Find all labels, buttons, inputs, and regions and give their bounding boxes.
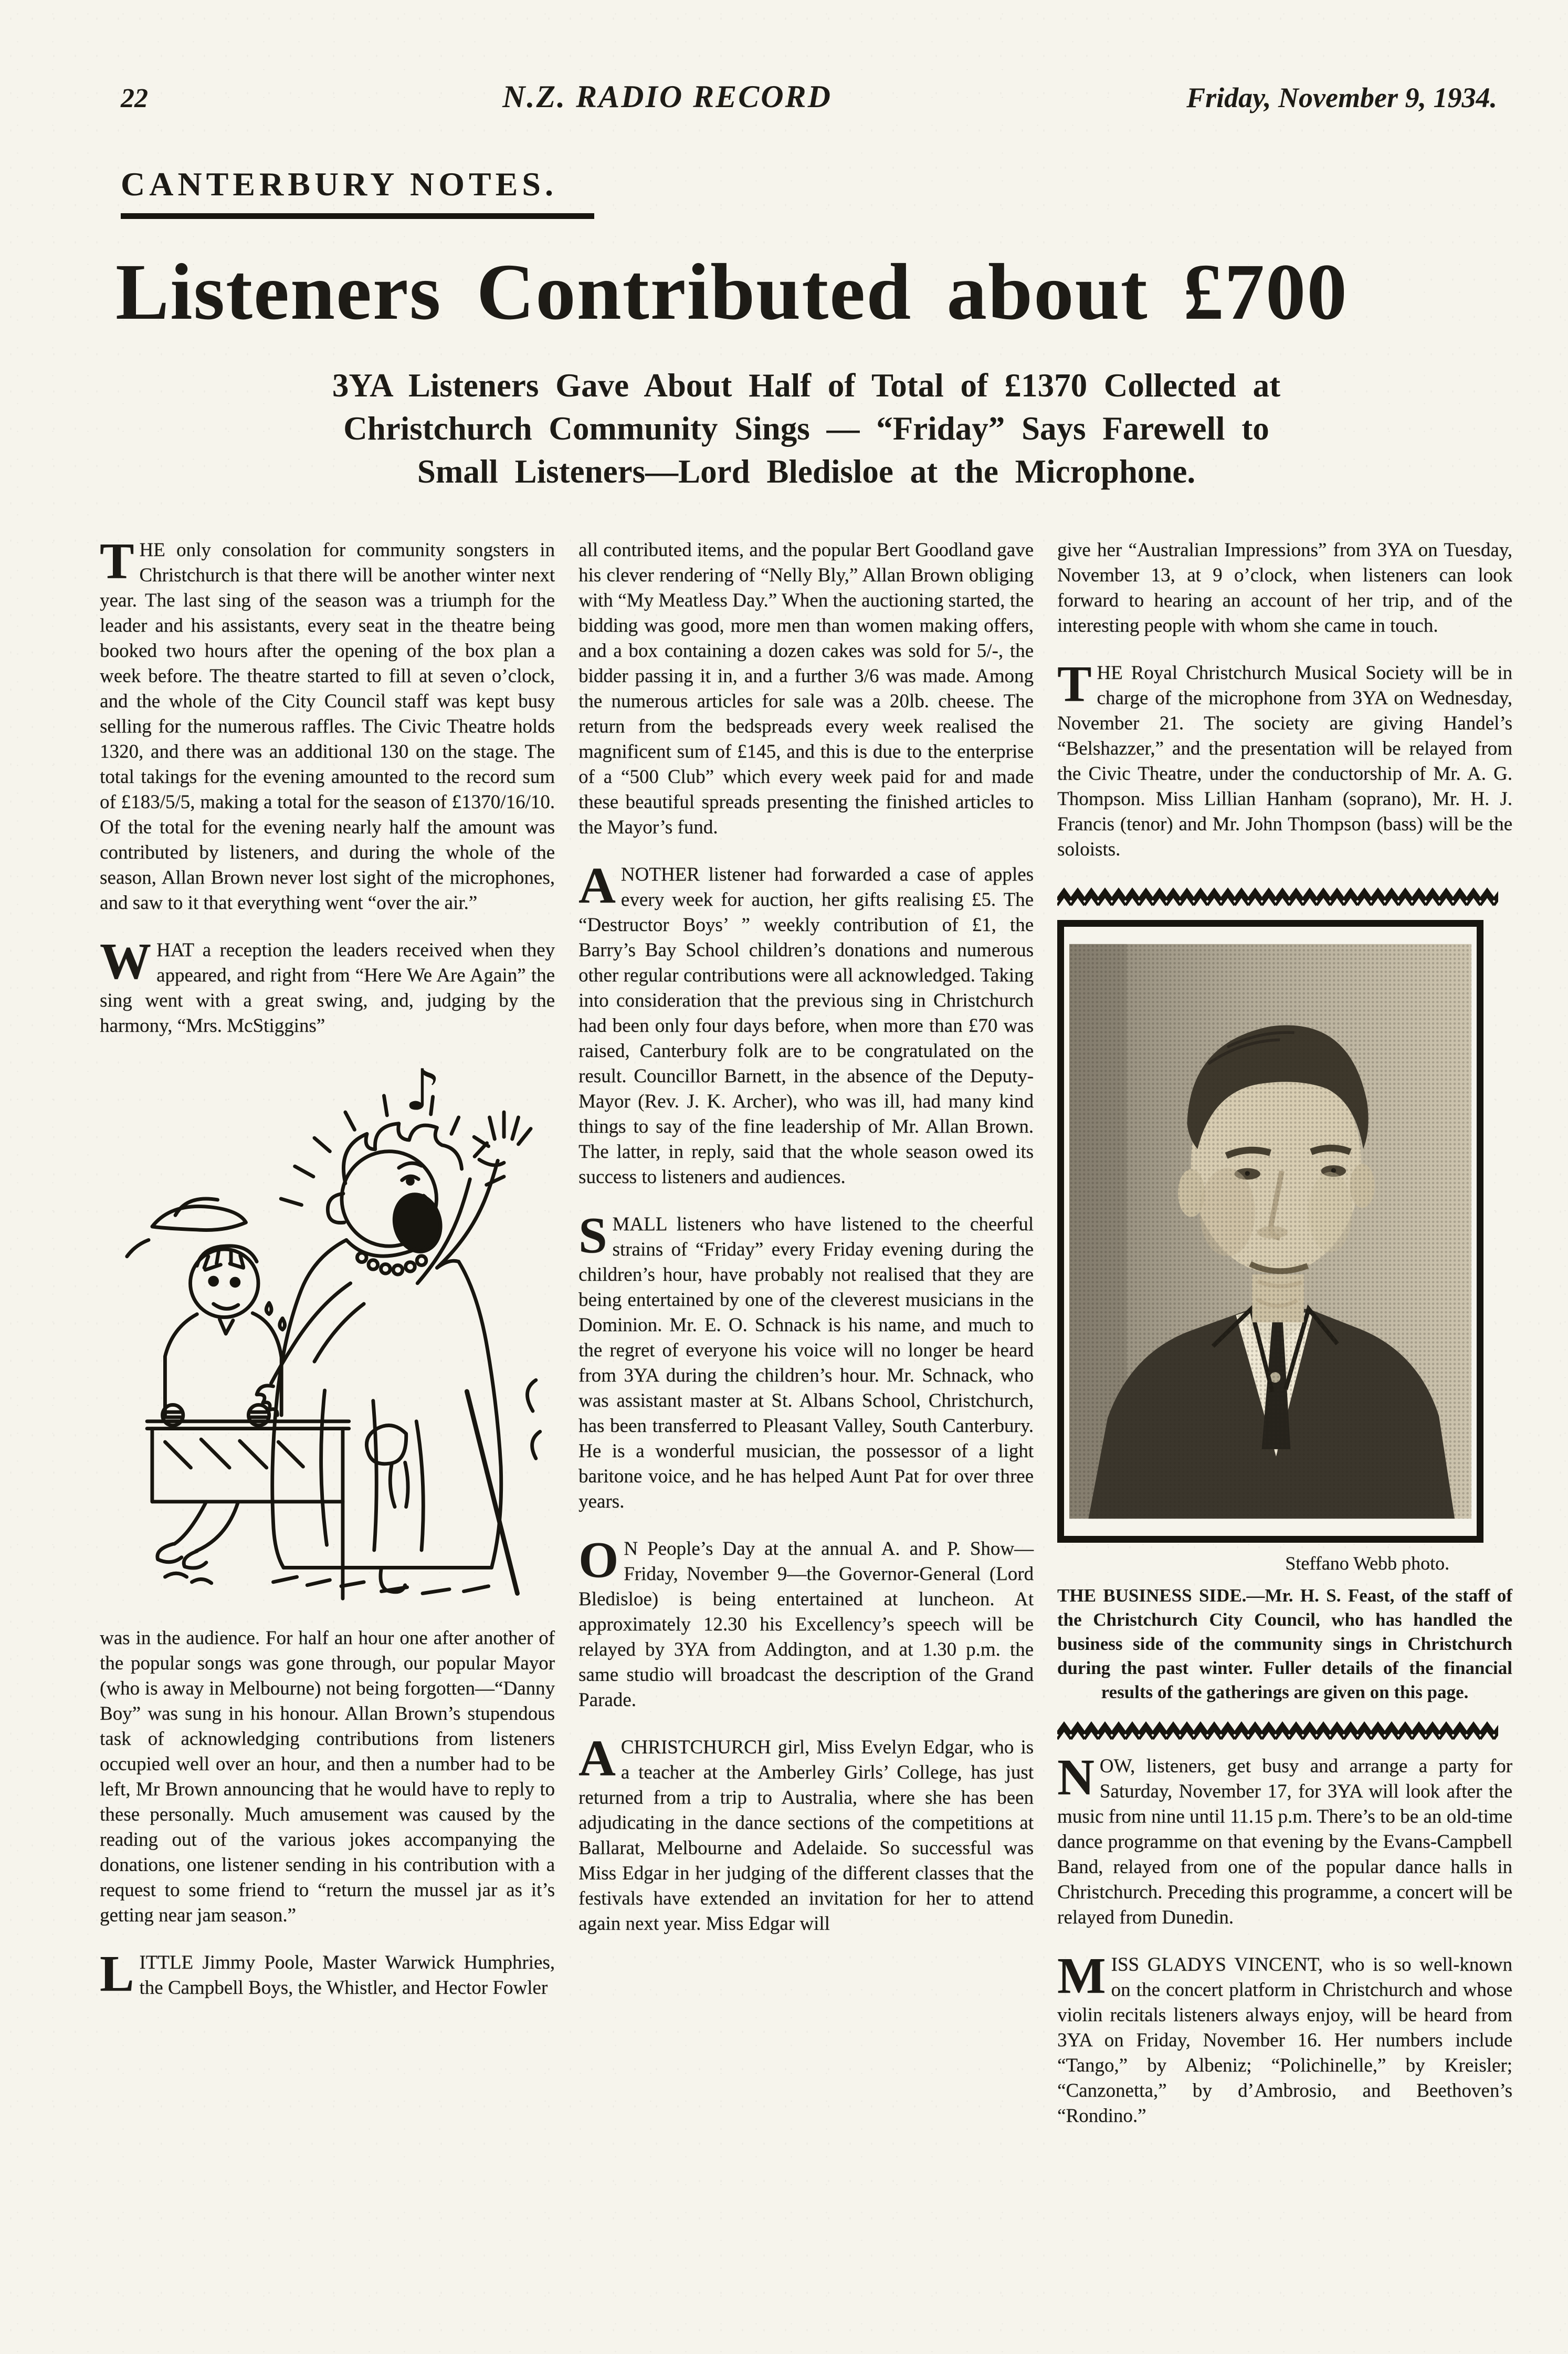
dropcap: L — [100, 1945, 134, 2002]
sub-headline-line: Christchurch Community Sings — “Friday” Says Farewell to — [343, 410, 1269, 447]
paragraph — [578, 1730, 1034, 1937]
paragraph-text: OW, listeners, get busy and arrange a party for Saturday, November 17, for 3YA will look after the music from nine until 11.15 p.m. There’s to be an old-time dance programme on that evening by the Evans-Campbell Band, relayed from one of the popular dance halls in Christchurch. Preceding this programme, a concert will be relayed from Dunedin. — [1057, 1755, 1512, 1928]
paragraph-text: HAT a reception the leaders received when they appeared, and right from “Here We Are Again” the sing went with a great swing, and, judging by the harmony, “Mrs. McStiggins” — [100, 939, 555, 1037]
paragraph-text: all contributed items, and the popular Bert Goodland gave his clever rendering of “Nelly Bly,” Allan Brown obliging with “My Meatless Day.” When the auctioning started, the bidding was good, more men than women making offers, and a box containing a dozen cakes was sold for 5/-, the bidder passing it in, and a further 3/6 was made. Among the numerous articles for sale was a 20lb. cheese. The return from the bedspreads every week realised the magnificent sum of £145, and this is due to the enterprise of a “500 Club” which every week paid for and made these beautiful spreads presenting the finished articles to the Mayor’s fund. — [578, 539, 1034, 838]
paragraph-text: was in the audience. For half an hour one after another of the popular songs was gone through, our popular Mayor (who is away in Melbourne) not being forgotten—“Danny Boy” was sung in his honour. Allan Brown’s stupendous task of acknowledging contributions from listeners occupied well over an hour, and then a number had to be left, Mr Brown announcing that he would have to reply to these personally. Much amusement was caused by the reading out of the various jokes accompanying the donations, one listener sending in his contribution with a request to some friend to “return the mussel jar as it’s getting near jam season.” — [100, 1627, 555, 1926]
paragraph — [578, 857, 1034, 1190]
paragraph — [1057, 538, 1512, 639]
column-2 — [578, 538, 1034, 2151]
issue-date: Friday, November 9, 1934. — [1186, 82, 1497, 113]
cartoon-illustration — [100, 1061, 555, 1607]
portrait-photo-image — [1069, 932, 1471, 1531]
paragraph-text: MALL listeners who have listened to the cheerful strains of “Friday” every Friday evening during the children’s hour, have probably not realised that they are being entertained by one of the cleverest musicians in the Dominion. Mr. E. O. Schnack is his name, and much to the regret of everyone his voice will no longer be heard from 3YA during the children’s hour. Mr. Schnack, who was assistant master at St. Albans School, Christchurch, has been transferred to Pleasant Valley, South Canterbury. He is a wonderful musician, the possessor of a light baritone voice, and he has helped Aunt Pat for over three years. — [578, 1213, 1034, 1512]
paragraph — [578, 1207, 1034, 1514]
paragraph-text: give her “Australian Impressions” from 3YA on Tuesday, November 13, at 9 o’clock, when listeners can look forward to hearing an account of her trip, and of the interesting people with whom she came in touch. — [1057, 539, 1512, 636]
paragraph — [578, 538, 1034, 840]
portrait-photo — [1057, 920, 1483, 1543]
article-columns — [100, 532, 1513, 2151]
paragraph — [100, 532, 555, 916]
paragraph-text: HE Royal Christchurch Musical Society will be in charge of the microphone from 3YA on Wednesday, November 21. The society are giving Handel’s “Belshazzer,” and the presentation will be relayed from the Civic Theatre, under the conductorship of Mr. A. G. Thompson. Miss Lillian Hanham (soprano), Mr. H. J. Francis (tenor) and Mr. John Thompson (bass) will be the soloists. — [1057, 662, 1512, 860]
page-number: 22 — [121, 83, 148, 113]
paragraph — [1057, 1947, 1512, 2129]
paragraph — [100, 1945, 555, 2002]
dropcap: A — [578, 857, 616, 914]
paragraph — [1057, 655, 1512, 862]
zigzag-divider — [1057, 1718, 1498, 1740]
paragraph-text: ITTLE Jimmy Poole, Master Warwick Humphries, the Campbell Boys, the Whistler, and Hector Fowler — [139, 1951, 555, 1999]
sub-headline — [134, 364, 1478, 493]
dropcap: N — [1057, 1749, 1095, 1806]
dropcap: O — [578, 1531, 619, 1588]
photo-caption: THE BUSINESS SIDE.—Mr. H. S. Feast, of the staff of the Christchurch City Council, who has handled the business side of the community sings in Christchurch during the past winter. Fuller details of the financial results of the gatherings are given on this page. — [1057, 1585, 1512, 1702]
dropcap: T — [1057, 655, 1092, 713]
paragraph — [100, 933, 555, 1039]
paragraph — [1057, 1749, 1512, 1930]
paragraph-text: N People’s Day at the annual A. and P. Show—Friday, November 9—the Governor-General (Lord Bledisloe) is being entertained at luncheon. At approximately 12.30 his Excellency’s speech will be relayed by 3YA from Addington, and at 1.30 p.m. the same studio will broadcast the description of the Grand Parade. — [578, 1537, 1034, 1711]
music-note-icon: ♪ — [404, 1060, 441, 1123]
page-header — [100, 79, 1513, 115]
sub-headline-line: 3YA Listeners Gave About Half of Total of £1370 Collected at — [332, 367, 1281, 404]
photo-credit: Steffano Webb photo. — [1285, 1552, 1449, 1574]
dropcap: A — [578, 1730, 616, 1787]
column-1 — [100, 532, 555, 2151]
paragraph-text: ISS GLADYS VINCENT, who is so well-known on the concert platform in Christchurch and whose violin recitals listeners always enjoy, will be heard from 3YA on Friday, November 16. Her numbers include “Tango,” by Albeniz; “Polichinelle,” by Kreisler; “Canzonetta,” by d’Ambrosio, and Beethoven’s “Rondino.” — [1057, 1953, 1512, 2127]
paragraph-text: HE only consolation for community songsters in Christchurch is that there will be another winter next year. The last sing of the season was a triumph for the leader and his assistants, every seat in the theatre being booked two hours after the opening of the box plan a week before. The theatre started to fill at seven o’clock, and the whole of the City Council staff was kept busy selling for the numerous raffles. The Civic Theatre holds 1320, and there was an additional 130 on the stage. The total takings for the evening amounted to the record sum of £183/5/5, making a total for the season of £1370/16/10. Of the total for the evening nearly half the amount was contributed by listeners, and during the whole of the season, Allan Brown never lost sight of the microphones, and saw to it that everything went “over the air.” — [100, 539, 555, 914]
zigzag-divider — [1057, 884, 1498, 906]
dropcap: S — [578, 1207, 607, 1264]
masthead-title: N.Z. RADIO RECORD — [502, 79, 832, 114]
dropcap: M — [1057, 1947, 1106, 2004]
dropcap: T — [100, 532, 134, 590]
paragraph — [100, 1626, 555, 1928]
main-headline: Listeners Contributed about £700 — [115, 248, 1348, 337]
sub-headline-line: Small Listeners—Lord Bledisloe at the Microphone. — [417, 453, 1196, 490]
paragraph-text: CHRISTCHURCH girl, Miss Evelyn Edgar, who is a teacher at the Amberley Girls’ College, has just returned from a trip to Australia, where she has been adjudicating in the dance sections of the competitions at Ballarat, Melbourne and Adelaide. So successful was Miss Edgar in her judging of the different classes that the festivals have extended an invitation for her to attend again next year. Miss Edgar will — [578, 1736, 1034, 1934]
paragraph-text: NOTHER listener had forwarded a case of apples every week for auction, her gifts realising £5. The “Destructor Boys’ ” weekly contribution of £1, the Barry’s Bay School children’s donations and numerous other regular contributions were all acknowledged. Taking into consideration that the previous sing in Christchurch had been only four days before, when more than £70 was raised, Canterbury folk are to be congratulated on the result. Councillor Barnett, in the absence of the Deputy-Mayor (Rev. J. K. Archer), who was ill, had many kind things to say of the fine leadership of Mr. Allan Brown. The latter, in reply, said that the whole season owed its success to listeners and audiences. — [578, 863, 1034, 1188]
singing-woman-cartoon — [100, 1061, 555, 1607]
section-heading: CANTERBURY NOTES. — [121, 165, 594, 219]
dropcap: W — [100, 933, 151, 990]
column-3 — [1057, 538, 1512, 2151]
paragraph — [578, 1531, 1034, 1713]
